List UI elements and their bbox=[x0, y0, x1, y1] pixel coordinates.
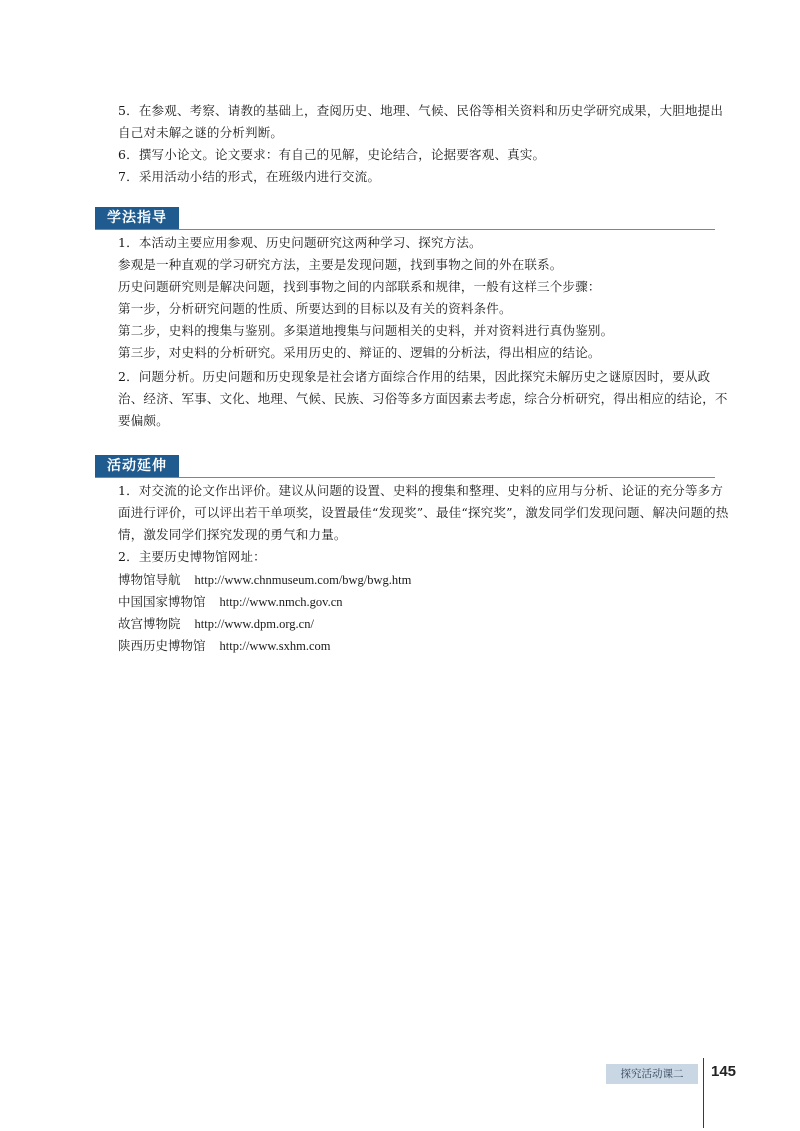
museum-name: 博物馆导航 bbox=[118, 572, 181, 587]
museum-url[interactable]: http://www.dpm.org.cn/ bbox=[194, 617, 314, 631]
museum-link-row bbox=[118, 636, 331, 656]
chapter-footer-label: 探究活动课二 bbox=[606, 1064, 698, 1084]
guidance-paragraph-2: 参观是一种直观的学习研究方法，主要是发现问题，找到事物之间的外在联系。 bbox=[118, 257, 563, 272]
museum-name: 陕西历史博物馆 bbox=[118, 638, 206, 653]
extension-evaluation-paragraph: 1．对交流的论文作出评价。建议从问题的设置、史料的搜集和整理、史料的应用与分析、论证的充分等多方面进行评价，可以评出若干单项奖，设置最佳“发现奖”、最佳“探究奖”，激发同学们发现问题、解决问题的热情，激发同学们探究发现的勇气和力量。 bbox=[118, 483, 729, 542]
guidance-paragraph-3: 历史问题研究则是解决问题，找到事物之间的内部联系和规律，一般有这样三个步骤： bbox=[118, 279, 601, 294]
page-number: 145 bbox=[711, 1063, 737, 1080]
museum-url[interactable]: http://www.chnmuseum.com/bwg/bwg.htm bbox=[194, 573, 412, 587]
museum-link-row bbox=[118, 592, 343, 612]
guidance-paragraph-1: 1．本活动主要应用参观、历史问题研究这两种学习、探究方法。 bbox=[118, 235, 482, 250]
section-divider bbox=[95, 229, 715, 230]
museum-link-row bbox=[118, 614, 314, 634]
museum-name: 故宫博物院 bbox=[118, 616, 181, 631]
guidance-step-1: 第一步，分析研究问题的性质、所要达到的目标以及有关的资料条件。 bbox=[118, 301, 512, 316]
museum-url[interactable]: http://www.sxhm.com bbox=[219, 639, 331, 653]
step-6-paragraph: 6．撰写小论文。论文要求：有自己的见解，史论结合，论据要客观、真实。 bbox=[118, 147, 546, 162]
section-title-guidance: 学法指导 bbox=[95, 207, 179, 229]
guidance-problem-analysis: 2．问题分析。历史问题和历史现象是社会诸方面综合作用的结果，因此探究未解历史之谜原因时，要从政治、经济、军事、文化、地理、气候、民族、习俗等多方面因素去考虑，综合分析研究，得出相应的结论，不要偏颇。 bbox=[118, 369, 728, 428]
section-title-extension: 活动延伸 bbox=[95, 455, 179, 477]
guidance-step-3: 第三步，对史料的分析研究。采用历史的、辩证的、逻辑的分析法，得出相应的结论。 bbox=[118, 345, 601, 360]
museum-url[interactable]: http://www.nmch.gov.cn bbox=[219, 595, 343, 609]
guidance-step-2: 第二步，史料的搜集与鉴别。多渠道地搜集与问题相关的史料，并对资料进行真伪鉴别。 bbox=[118, 323, 614, 338]
footer-divider bbox=[703, 1058, 704, 1128]
museum-link-row bbox=[118, 570, 411, 590]
step-5-paragraph: 5．在参观、考察、请教的基础上，查阅历史、地理、气候、民俗等相关资料和历史学研究成果，大胆地提出自己对未解之谜的分析判断。 bbox=[118, 103, 724, 140]
section-divider bbox=[95, 477, 715, 478]
extension-museum-heading: 2．主要历史博物馆网址： bbox=[118, 549, 266, 564]
museum-name: 中国国家博物馆 bbox=[118, 594, 206, 609]
step-7-paragraph: 7．采用活动小结的形式，在班级内进行交流。 bbox=[118, 169, 381, 184]
